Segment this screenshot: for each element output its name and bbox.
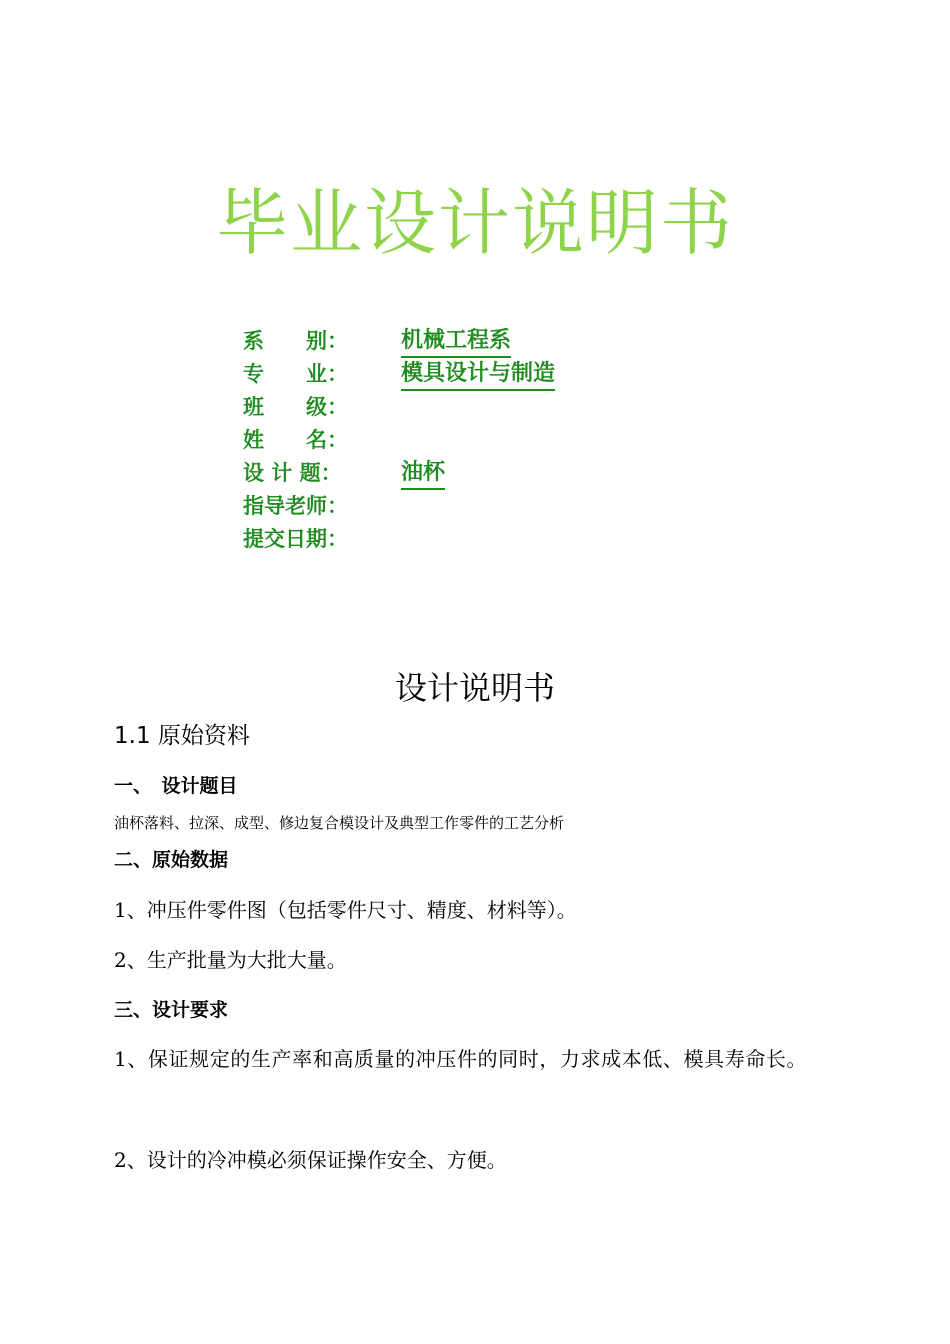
doc-title: 设计说明书 — [394, 669, 555, 707]
info-label: 指导老师： — [243, 494, 348, 518]
info-value: 模具设计与制造 — [401, 358, 555, 391]
requirement-item-1: 1、保证规定的生产率和高质量的冲压件的同时，力求成本低、模具寿命长。 — [114, 1047, 808, 1071]
info-label: 专 业： — [243, 362, 348, 386]
info-value: 油杯 — [401, 457, 445, 490]
info-value: 机械工程系 — [401, 325, 511, 358]
raw-data-item-2: 2、生产批量为大批大量。 — [114, 948, 347, 972]
section-title: 1.1 原始资料 — [114, 723, 250, 749]
cover-title: 毕业设计说明书 — [215, 181, 734, 265]
info-label: 设 计 题： — [243, 461, 342, 485]
info-label: 班 级： — [243, 395, 348, 419]
info-label: 姓 名： — [243, 428, 348, 452]
info-label: 系 别： — [243, 329, 348, 353]
info-label: 提交日期： — [243, 527, 348, 551]
heading-design-topic: 一、 设计题目 — [114, 775, 238, 797]
heading-raw-data: 二、原始数据 — [114, 849, 229, 871]
raw-data-item-1: 1、冲压件零件图（包括零件尺寸、精度、材料等）。 — [114, 898, 577, 922]
design-topic-text: 油杯落料、拉深、成型、修边复合模设计及典型工作零件的工艺分析 — [114, 814, 565, 832]
heading-requirements: 三、设计要求 — [114, 999, 229, 1021]
requirement-item-2: 2、设计的冷冲模必须保证操作安全、方便。 — [114, 1148, 507, 1172]
